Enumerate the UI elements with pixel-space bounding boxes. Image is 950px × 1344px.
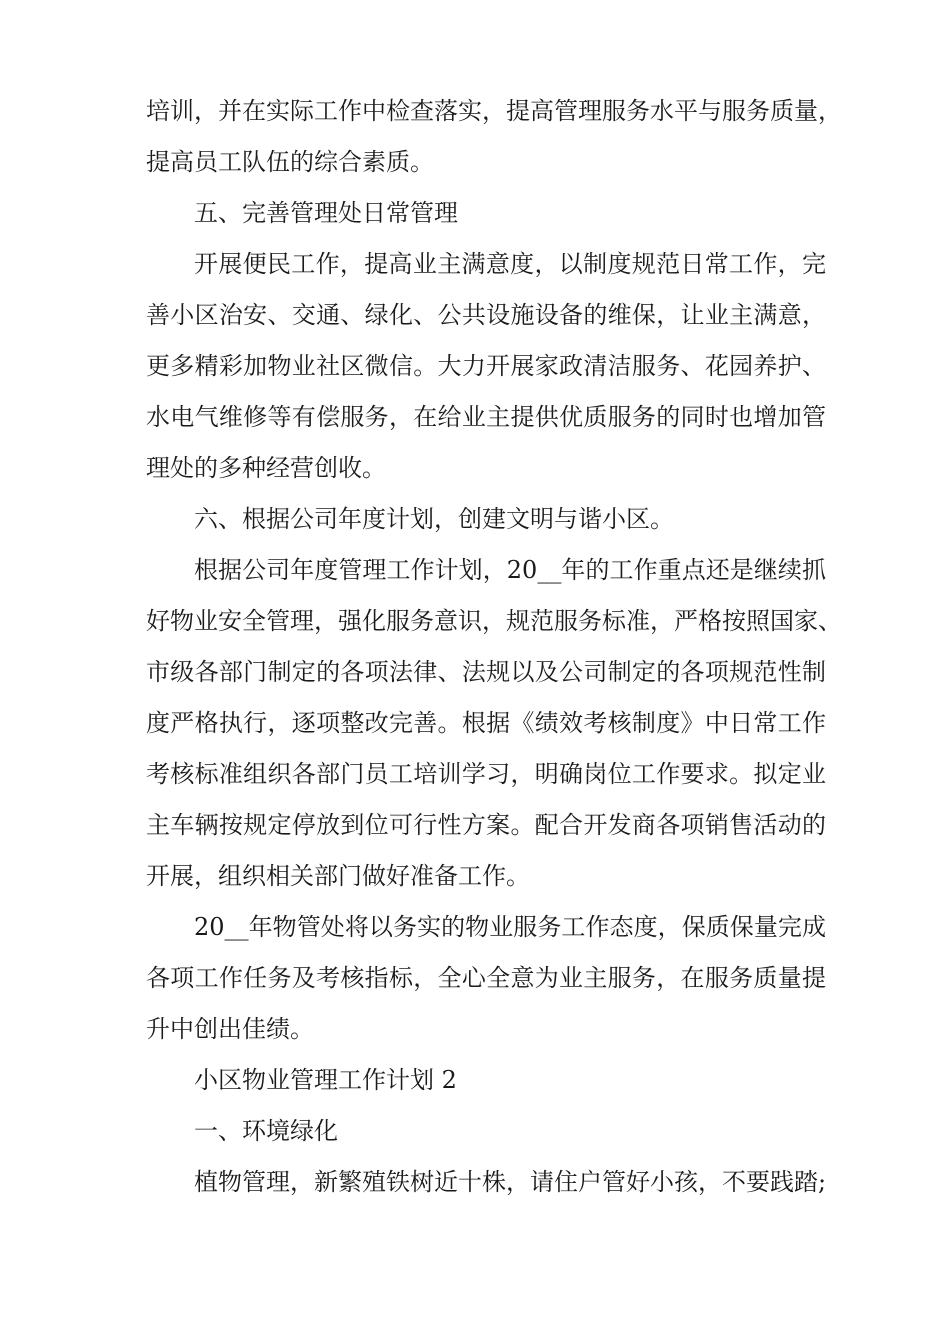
text-line: 开展便民工作，提高业主满意度，以制度规范日常工作，完 bbox=[194, 250, 826, 278]
text-line: 主车辆按规定停放到位可行性方案。配合开发商各项销售活动的 bbox=[146, 811, 826, 839]
text-line: 升中创出佳绩。 bbox=[146, 1015, 314, 1043]
section-heading: 六、根据公司年度计划，创建文明与谐小区。 bbox=[194, 505, 674, 533]
text-line: 开展，组织相关部门做好准备工作。 bbox=[146, 862, 530, 890]
text-line: 理处的多种经营创收。 bbox=[146, 454, 386, 482]
section-heading: 一、环境绿化 bbox=[194, 1117, 338, 1145]
text-line: 度严格执行，逐项整改完善。根据《绩效考核制度》中日常工作 bbox=[146, 709, 826, 737]
text-line: 根据公司年度管理工作计划，20__年的工作重点还是继续抓 bbox=[194, 556, 826, 584]
section-heading: 五、完善管理处日常管理 bbox=[194, 199, 458, 227]
text-line: 提高员工队伍的综合素质。 bbox=[146, 148, 434, 176]
text-line: 市级各部门制定的各项法律、法规以及公司制定的各项规范性制 bbox=[146, 658, 826, 686]
text-line: 好物业安全管理，强化服务意识，规范服务标准，严格按照国家、 bbox=[146, 607, 842, 635]
text-line: 植物管理，新繁殖铁树近十株，请住户管好小孩，不要践踏; bbox=[194, 1168, 827, 1196]
text-line: 更多精彩加物业社区微信。大力开展家政清洁服务、花园养护、 bbox=[146, 352, 826, 380]
section-title: 小区物业管理工作计划 2 bbox=[194, 1066, 457, 1094]
text-line: 各项工作任务及考核指标，全心全意为业主服务，在服务质量提 bbox=[146, 964, 826, 992]
text-line: 培训，并在实际工作中检查落实，提高管理服务水平与服务质量， bbox=[146, 97, 842, 125]
text-line: 20__年物管处将以务实的物业服务工作态度，保质保量完成 bbox=[194, 913, 826, 941]
text-line: 善小区治安、交通、绿化、公共设施设备的维保，让业主满意， bbox=[146, 301, 826, 329]
text-line: 考核标准组织各部门员工培训学习，明确岗位工作要求。拟定业 bbox=[146, 760, 826, 788]
text-line: 水电气维修等有偿服务，在给业主提供优质服务的同时也增加管 bbox=[146, 403, 826, 431]
